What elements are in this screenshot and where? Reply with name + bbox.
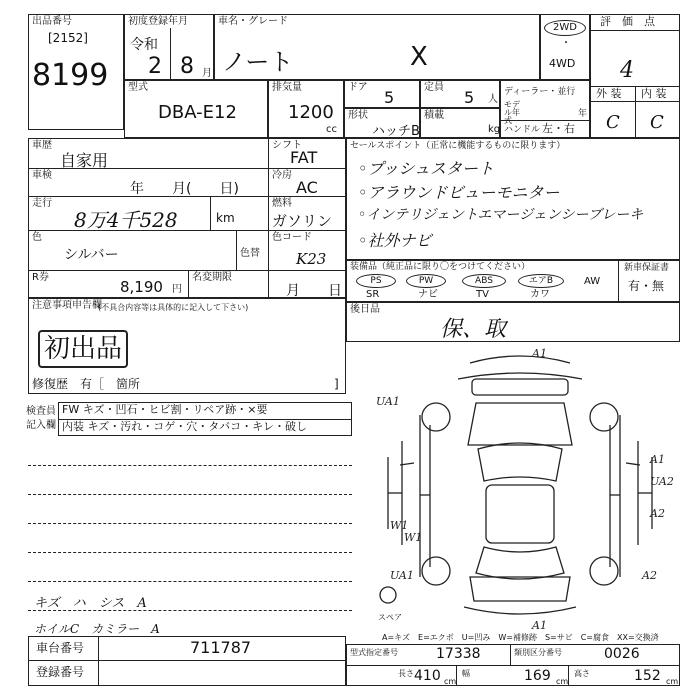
- color-label: 色: [32, 232, 42, 243]
- color-value: シルバー: [64, 247, 119, 263]
- mark-right-3: A2: [650, 507, 665, 520]
- inspection-label: 車検: [32, 170, 52, 181]
- reg-label: 登録番号: [36, 665, 85, 679]
- displacement-unit: cc: [326, 124, 337, 135]
- legend: A=キズ E=エクボ U=凹み W=補修跡 S=サビ C=腐食 XX=交換済: [382, 633, 659, 642]
- divider: [210, 196, 211, 230]
- spare-label: スペア: [378, 613, 402, 622]
- door-label: ドア: [348, 82, 368, 93]
- accessories-label: 後日品: [350, 304, 380, 315]
- lot-number: 8199: [32, 58, 109, 93]
- reg-month: 8: [180, 54, 194, 79]
- divider: [618, 260, 619, 302]
- divider: [28, 610, 352, 611]
- shift-value: FAT: [290, 148, 318, 167]
- load-label: 積載: [424, 110, 444, 121]
- notes-label: 注意事項申告欄: [32, 300, 102, 311]
- divider: [28, 465, 352, 466]
- mileage-unit: km: [216, 211, 235, 225]
- repair-bracket: ]: [334, 377, 339, 391]
- length-label: 長さ: [398, 669, 414, 678]
- name-change-label: 名変期限: [192, 272, 232, 283]
- divider: [510, 644, 511, 665]
- inspector-note-1: キズ ハ シス A: [34, 596, 147, 611]
- vehicle-damage-diagram: [360, 345, 680, 635]
- first-reg-label: 初度登録年月: [128, 16, 188, 27]
- inspector-row-2: 内装 キズ・汚れ・コゲ・穴・タバコ・キレ・破し: [62, 420, 308, 433]
- fuel-value: ガソリン: [272, 212, 333, 230]
- color-code-label: 色コード: [272, 232, 312, 243]
- mark-right-1: A1: [650, 453, 665, 466]
- recycle-label: R券: [32, 272, 49, 283]
- capacity-label: 定員: [424, 82, 444, 93]
- mark-left-lower: W1: [404, 531, 423, 544]
- warranty-label: 新車保証書: [624, 263, 670, 273]
- repair-unit: 箇所: [116, 377, 141, 391]
- recycle-value: 8,190: [120, 278, 163, 296]
- mileage-value: 8万4千528: [74, 208, 178, 232]
- mark-front: A1: [532, 347, 547, 360]
- mark-right-rear: A2: [642, 569, 657, 582]
- divider: [268, 138, 269, 298]
- height-unit: cm: [666, 677, 679, 686]
- dealer-label: ディーラー・並行: [504, 87, 576, 97]
- history-value: 自家用: [60, 151, 109, 170]
- drive-2wd: 2WD: [544, 20, 586, 36]
- class-value: 0026: [604, 646, 640, 662]
- mark-rear: A1: [532, 619, 547, 632]
- capacity-value: 5: [464, 88, 475, 107]
- class-label: 類別区分番号: [514, 648, 562, 657]
- chassis-value: 711787: [190, 638, 252, 657]
- name-change-value: 月 日: [286, 283, 342, 299]
- repair-label: 修復歴 有［: [32, 377, 105, 391]
- era: 令和: [130, 37, 158, 53]
- drive-4wd: 4WD: [549, 57, 576, 70]
- model-cert-label: 型式指定番号: [350, 648, 398, 657]
- eval-score: 4: [620, 58, 634, 83]
- history-label: 車歴: [32, 140, 52, 151]
- equip-abs: ABS: [462, 274, 506, 288]
- recycle-unit: 円: [172, 284, 182, 295]
- door-value: 5: [384, 88, 395, 107]
- color-code-value: K23: [296, 250, 327, 268]
- divider: [590, 101, 680, 102]
- displacement-value: 1200: [288, 102, 334, 123]
- mark-left-door: W1: [390, 519, 409, 532]
- sales-point-item: ◦インテリジェントエマージェンシーブレーキ: [358, 207, 644, 223]
- divider: [28, 270, 346, 271]
- ac-value: AC: [296, 178, 318, 197]
- interior-grade: C: [650, 112, 664, 133]
- equip-tv: TV: [476, 289, 489, 300]
- divider: [28, 494, 352, 495]
- shape-value: ハッチB: [372, 124, 420, 139]
- inspection-value: 年 月( 日): [130, 181, 239, 197]
- type-label: 型式: [128, 82, 148, 93]
- sales-point-item: ◦プッシュスタート: [358, 159, 494, 178]
- equip-navi: ナビ: [418, 289, 438, 300]
- handle-value: 左・右: [542, 122, 575, 135]
- divider: [500, 120, 590, 121]
- equip-airbag: エアB: [518, 274, 564, 288]
- width-label: 幅: [462, 669, 470, 678]
- interior-label: 内 装: [641, 87, 667, 100]
- width-unit: cm: [556, 677, 569, 686]
- divider: [236, 230, 237, 270]
- divider: [188, 270, 189, 298]
- divider: [170, 28, 171, 80]
- drive-dot: ・: [561, 38, 571, 49]
- equip-aw: AW: [584, 276, 601, 287]
- divider: [28, 552, 352, 553]
- mileage-label: 走行: [32, 198, 52, 209]
- model-year-label: モデル年式: [504, 100, 520, 125]
- accessories-value: 保、取: [440, 317, 507, 342]
- color-change-label: 色替: [240, 248, 260, 259]
- sales-point-item: ◦社外ナビ: [358, 231, 432, 250]
- divider: [590, 30, 680, 31]
- equip-leather: カワ: [530, 289, 550, 300]
- equip-ps: PS: [356, 274, 396, 288]
- mark-left-front: UA1: [376, 395, 400, 408]
- displacement-label: 排気量: [272, 82, 302, 93]
- exterior-grade: C: [606, 112, 620, 133]
- divider: [28, 581, 352, 582]
- height-label: 高さ: [574, 669, 590, 678]
- grade: X: [410, 42, 428, 72]
- height-value: 152: [634, 668, 661, 684]
- handle-label: ハンドル: [504, 125, 541, 135]
- inspector-row-1: FW キズ・凹石・ヒビ割・リペア跡・×要: [62, 403, 268, 416]
- notes-sublabel: (不具合内容等は具体的に記入して下さい): [98, 303, 249, 312]
- lot-label: 出品番号: [32, 16, 72, 27]
- reg-year: 2: [148, 54, 162, 79]
- warranty-value: 有・無: [628, 279, 665, 293]
- inspector-label-2: 記入欄: [26, 420, 56, 431]
- shift-label: シフト: [272, 140, 302, 151]
- sales-points-label: セールスポイント（正常に機能するものに限ります）: [350, 141, 566, 151]
- model-name: ノート: [222, 48, 294, 76]
- equip-sr: SR: [366, 289, 380, 300]
- month-unit: 月: [202, 68, 212, 79]
- equip-pw: PW: [406, 274, 446, 288]
- accessories-box: [346, 302, 680, 342]
- lot-sub: [2152]: [48, 31, 88, 45]
- exterior-label: 外 装: [596, 87, 622, 100]
- shape-label: 形状: [348, 110, 368, 121]
- eval-label: 評 価 点: [600, 15, 655, 28]
- model-cert-value: 17338: [436, 646, 481, 662]
- mark-left-rear: UA1: [390, 569, 414, 582]
- fuel-label: 燃料: [272, 198, 292, 209]
- divider: [28, 660, 346, 661]
- divider: [98, 636, 99, 686]
- mark-right-2: UA2: [650, 475, 674, 488]
- length-unit: cm: [444, 677, 457, 686]
- inspector-note-2: ホイルC カミラー A: [34, 622, 160, 636]
- width-value: 169: [524, 668, 551, 684]
- length-value: 410: [414, 668, 441, 684]
- inspector-label-1: 検査員: [26, 406, 56, 417]
- chassis-label: 車台番号: [36, 641, 85, 655]
- equipment-label: 装備品（純正品に限り〇をつけてください）: [350, 262, 531, 272]
- ac-label: 冷房: [272, 170, 292, 181]
- first-listing-stamp: 初出品: [38, 330, 128, 368]
- type-value: DBA-E12: [158, 102, 237, 123]
- sales-point-item: ◦アラウンドビューモニター: [358, 183, 560, 202]
- model-label: 車名・グレード: [218, 16, 288, 27]
- load-unit: kg: [488, 124, 501, 135]
- divider: [635, 86, 636, 138]
- year-unit: 年: [578, 109, 588, 119]
- divider: [346, 665, 680, 666]
- divider: [28, 523, 352, 524]
- capacity-unit: 人: [488, 94, 498, 105]
